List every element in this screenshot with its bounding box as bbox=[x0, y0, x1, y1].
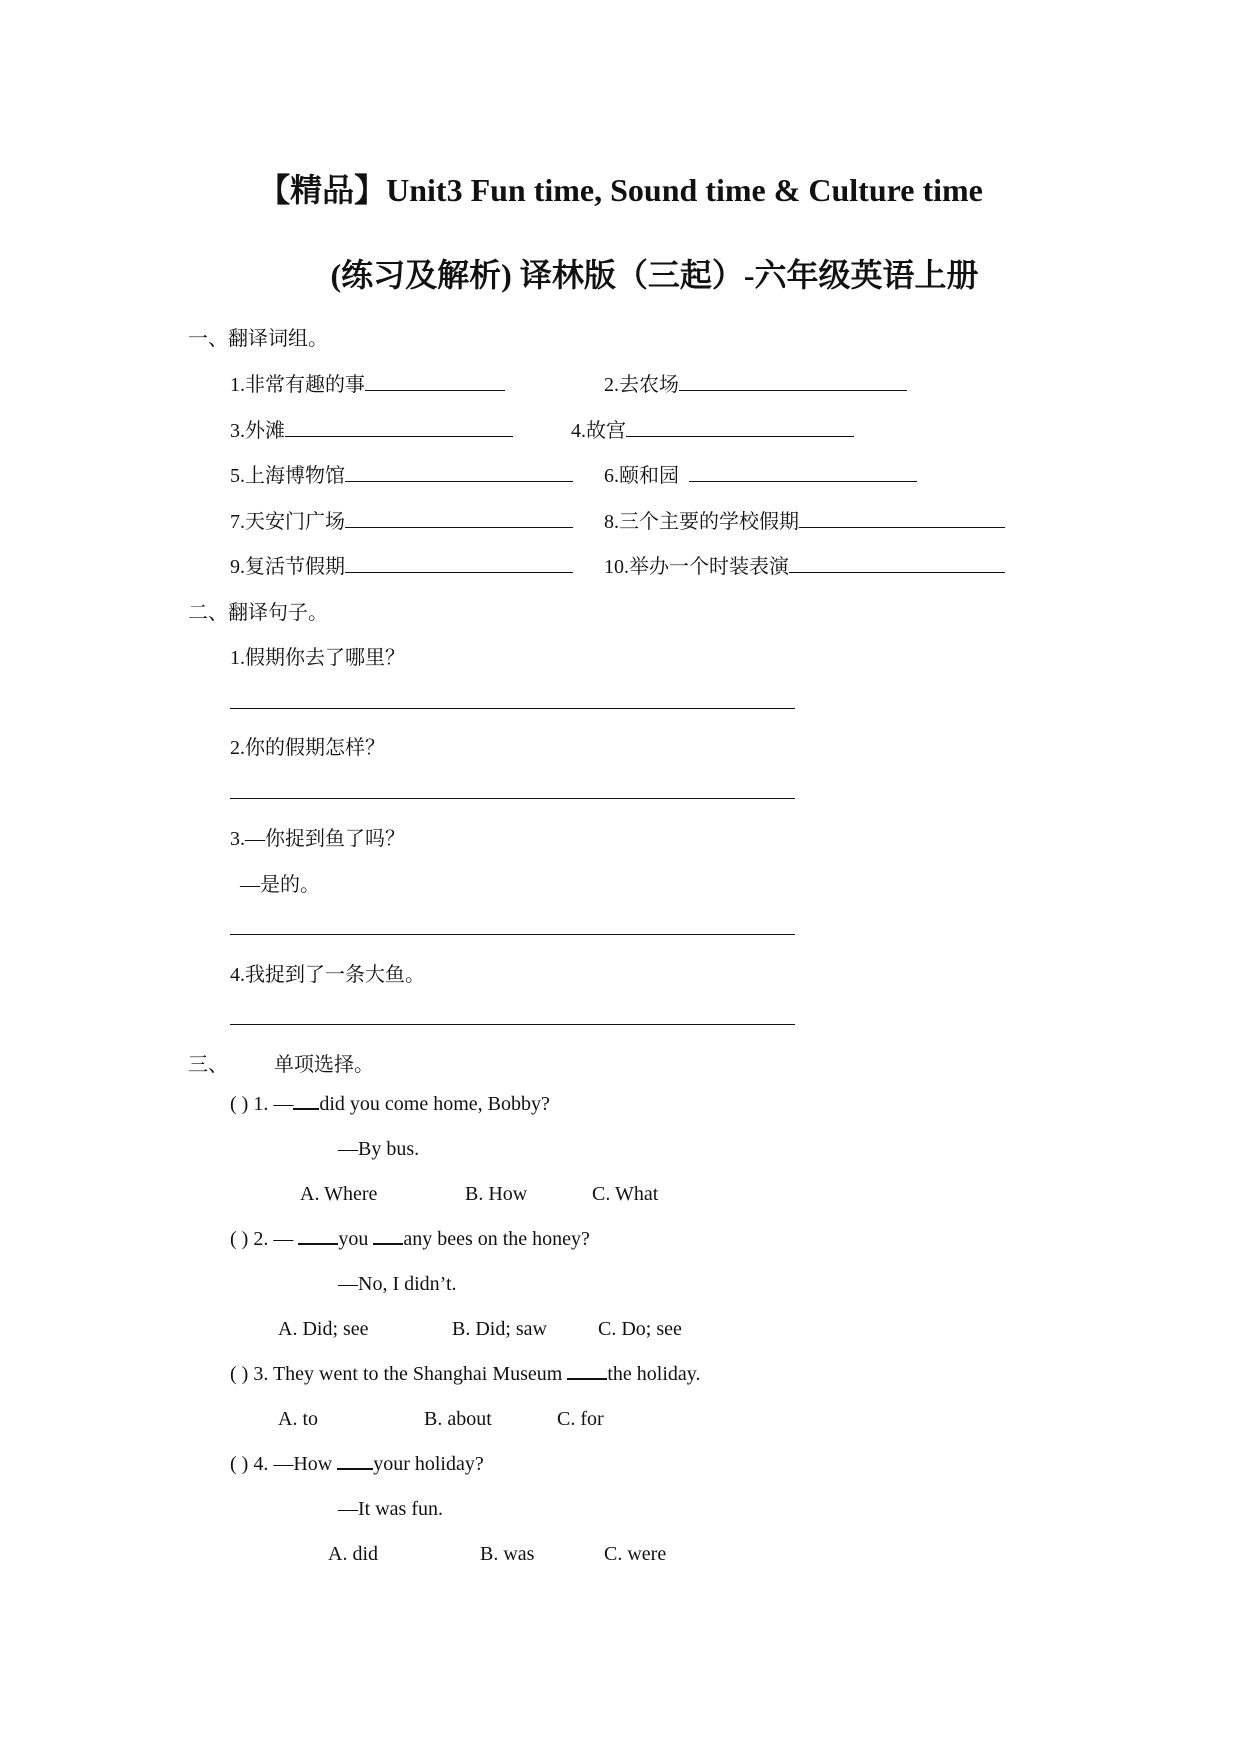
phrase-item: 1.非常有趣的事 bbox=[230, 368, 505, 397]
sentence-item: —是的。 bbox=[240, 874, 320, 896]
option[interactable]: C. were bbox=[604, 1543, 667, 1565]
answer-paren[interactable]: ( ) bbox=[230, 1228, 249, 1250]
answer-paren[interactable]: ( ) bbox=[230, 1093, 249, 1115]
answer-blank[interactable] bbox=[365, 370, 505, 391]
page-title-line2: (练习及解析) 译林版（三起）-六年级英语上册 bbox=[330, 257, 979, 293]
option[interactable]: A. did bbox=[328, 1543, 378, 1565]
answer-line[interactable] bbox=[230, 934, 795, 935]
answer-blank[interactable] bbox=[689, 461, 917, 482]
answer-line[interactable] bbox=[230, 1024, 795, 1025]
question-item: ( ) 3. They went to the Shanghai Museum the holiday. bbox=[230, 1363, 701, 1385]
section3-number: 三、 bbox=[188, 1054, 228, 1076]
phrase-item: 6.颐和园 bbox=[604, 459, 917, 488]
fill-blank[interactable] bbox=[293, 1108, 319, 1110]
answer-blank[interactable] bbox=[345, 552, 573, 573]
answer-blank[interactable] bbox=[345, 461, 573, 482]
option[interactable]: C. for bbox=[557, 1408, 604, 1430]
phrase-item: 10.举办一个时装表演 bbox=[604, 550, 1005, 579]
option[interactable]: C. Do; see bbox=[598, 1318, 682, 1340]
fill-blank[interactable] bbox=[298, 1243, 338, 1245]
answer-paren[interactable]: ( ) bbox=[230, 1453, 249, 1475]
answer-blank[interactable] bbox=[799, 507, 1005, 528]
sentence-item: 4.我捉到了一条大鱼。 bbox=[230, 964, 425, 986]
phrase-item: 2.去农场 bbox=[604, 368, 907, 397]
answer-blank[interactable] bbox=[789, 552, 1005, 573]
phrase-item: 7.天安门广场 bbox=[230, 505, 573, 534]
answer-line-text: —It was fun. bbox=[338, 1498, 443, 1520]
phrase-item: 3.外滩 bbox=[230, 414, 513, 443]
sentence-item: 1.假期你去了哪里？ bbox=[230, 647, 405, 669]
section3-heading: 单项选择。 bbox=[274, 1054, 374, 1076]
question-item: ( ) 2. — you any bees on the honey? bbox=[230, 1228, 590, 1250]
option[interactable]: B. about bbox=[424, 1408, 492, 1430]
option[interactable]: B. was bbox=[480, 1543, 535, 1565]
option[interactable]: B. Did; saw bbox=[452, 1318, 547, 1340]
answer-paren[interactable]: ( ) bbox=[230, 1363, 249, 1385]
option[interactable]: C. What bbox=[592, 1183, 659, 1205]
option[interactable]: A. Did; see bbox=[278, 1318, 369, 1340]
answer-blank[interactable] bbox=[285, 416, 513, 437]
page-title-line1: 【精品】Unit3 Fun time, Sound time & Culture time bbox=[258, 172, 983, 208]
question-item: ( ) 1. — did you come home, Bobby? bbox=[230, 1093, 550, 1115]
phrase-item: 4.故宫 bbox=[571, 414, 854, 443]
option[interactable]: A. to bbox=[278, 1408, 318, 1430]
answer-blank[interactable] bbox=[345, 507, 573, 528]
fill-blank[interactable] bbox=[567, 1378, 607, 1380]
section2-heading: 二、翻译句子。 bbox=[188, 602, 328, 624]
option[interactable]: A. Where bbox=[300, 1183, 378, 1205]
answer-line[interactable] bbox=[230, 798, 795, 799]
phrase-item: 9.复活节假期 bbox=[230, 550, 573, 579]
sentence-item: 3.—你捉到鱼了吗？ bbox=[230, 828, 405, 850]
answer-blank[interactable] bbox=[626, 416, 854, 437]
answer-line[interactable] bbox=[230, 708, 795, 709]
option[interactable]: B. How bbox=[465, 1183, 528, 1205]
question-item: ( ) 4. —How your holiday? bbox=[230, 1453, 484, 1475]
fill-blank[interactable] bbox=[337, 1468, 373, 1470]
fill-blank[interactable] bbox=[373, 1243, 403, 1245]
answer-blank[interactable] bbox=[679, 370, 907, 391]
section1-heading: 一、翻译词组。 bbox=[188, 328, 328, 350]
answer-line-text: —No, I didn’t. bbox=[338, 1273, 457, 1295]
sentence-item: 2.你的假期怎样？ bbox=[230, 737, 385, 759]
phrase-item: 8.三个主要的学校假期 bbox=[604, 505, 1005, 534]
answer-line-text: —By bus. bbox=[338, 1138, 420, 1160]
phrase-item: 5.上海博物馆 bbox=[230, 459, 573, 488]
